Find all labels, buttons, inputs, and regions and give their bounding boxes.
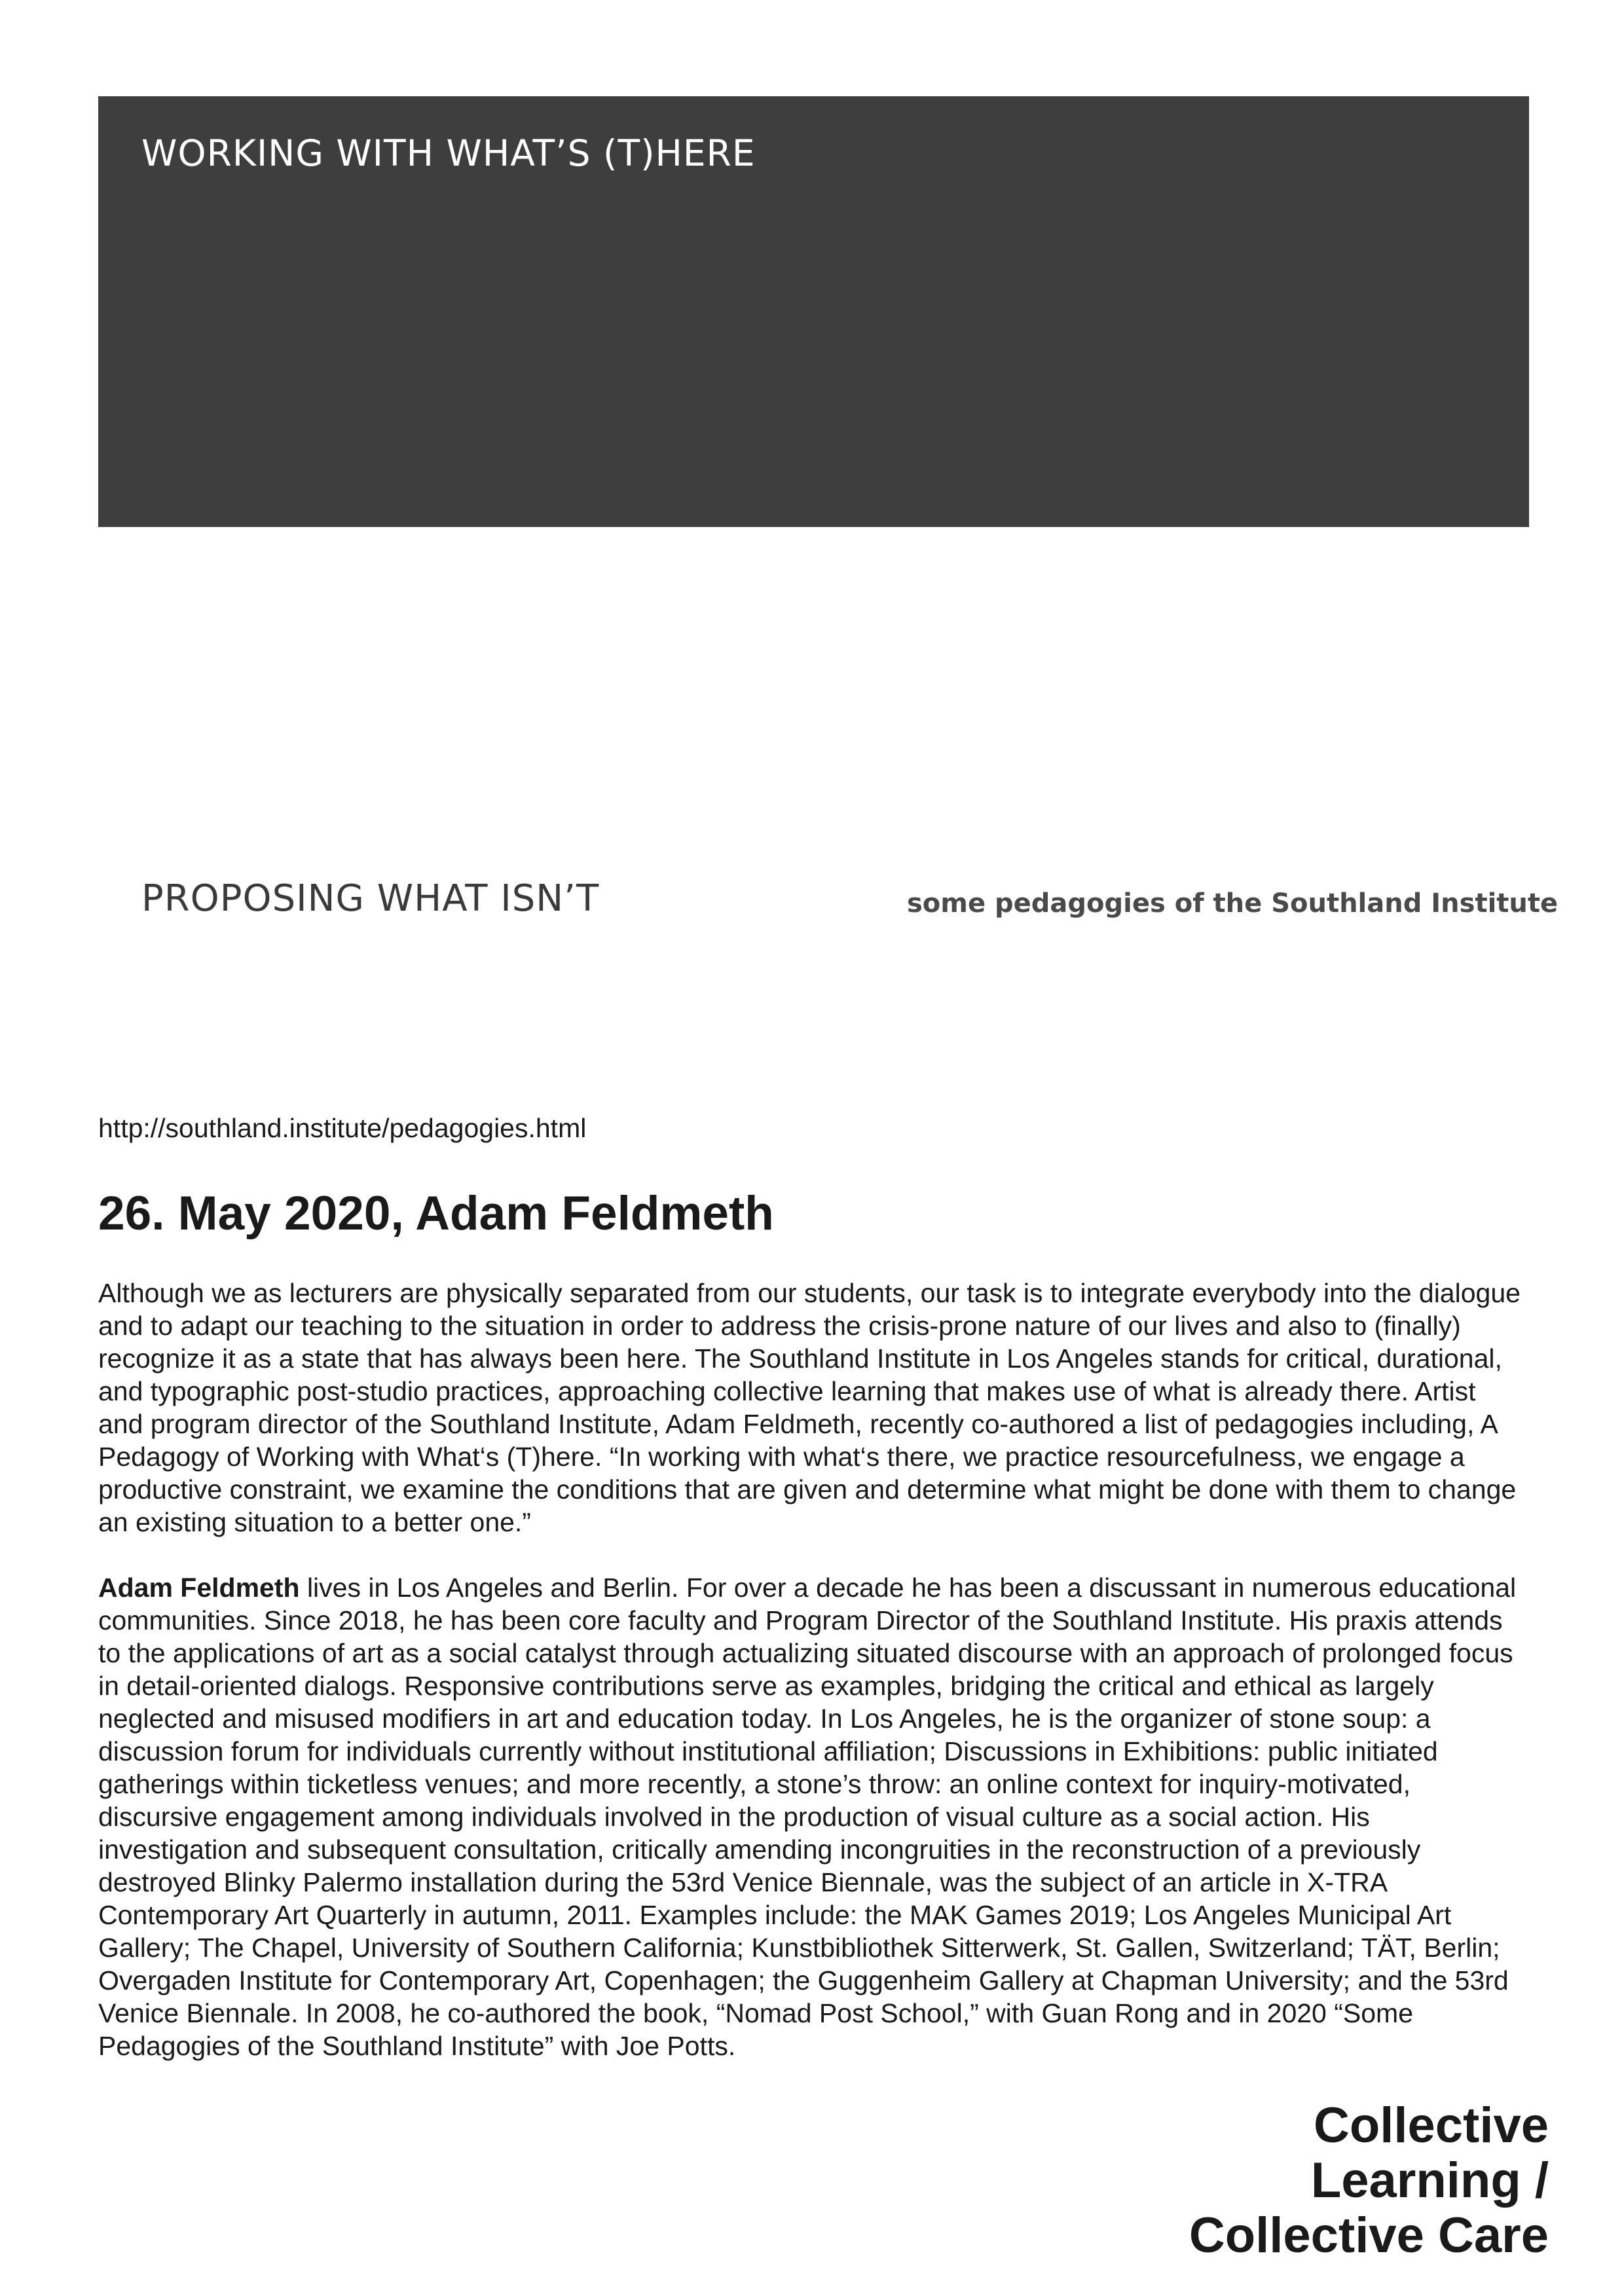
series-title-line-3: Collective Care <box>1189 2208 1549 2263</box>
series-title-line-1: Collective <box>1313 2098 1549 2153</box>
subtitle-proposing: PROPOSING WHAT ISN’T <box>141 877 600 920</box>
article-paragraph-intro: Although we as lecturers are physically separated from our students, our task is to integrate everybody into the dialogue and to adapt our teaching to the situation in order to address the crisis-prone nature of our lives and also to (finally) recognize it as a state that has always been here. The Southland Institute in Los Angeles stands for critical, durational, and typographic post-studio practices, approaching collective learning that makes use of what is already there. Artist and program director of the Southland Institute, Adam Feldmeth, recently co-authored a list of pedagogies including, A Pedagogy of Working with What‘s (T)here. “In working with what‘s there, we practice resourcefulness, we engage a productive constraint, we examine the conditions that are given and determine what might be done with them to change an existing situation to a better one.” <box>98 1278 1521 1537</box>
article-paragraph-bio <box>98 1571 1526 2062</box>
series-title-line-2: Learning / <box>1310 2153 1549 2208</box>
bio-name: Adam Feldmeth <box>98 1573 300 1603</box>
subtitle-pedagogies: some pedagogies of the Southland Institute <box>907 888 1559 919</box>
bio-text: lives in Los Angeles and Berlin. For over a decade he has been a discussant in numerous educational communities. Since 2018, he has been core faculty and Program Director of the Southland Institute. His praxis attends to the applications of art as a social catalyst through actualizing situated discourse with an approach of prolonged focus in detail-oriented dialogs. Responsive contributions serve as examples, bridging the critical and ethical as largely neglected and misused modifiers in art and education today. In Los Angeles, he is the organizer of stone soup: a discussion forum for individuals currently without institutional affiliation; Discussions in Exhibitions: public initiated gatherings within ticketless venues; and more recently, a stone’s throw: an online context for inquiry-motivated, discursive engagement among individuals involved in the production of visual culture as a social action. His investigation and subsequent consultation, critically amending incongruities in the reconstruction of a previously destroyed Blinky Palermo installation during the 53rd Venice Biennale, was the subject of an article in X-TRA Contemporary Art Quarterly in autumn, 2011. Examples include: the MAK Games 2019; Los Angeles Municipal Art Gallery; The Chapel, University of Southern California; Kunstbibliothek Sitterwerk, St. Gallen, Switzerland; TÄT, Berlin; Overgaden Institute for Contemporary Art, Copenhagen; the Guggenheim Gallery at Chapman University; and the 53rd Venice Biennale. In 2008, he co-authored the book, “Nomad Post School,” with Guan Rong and in 2020 “Some Pedagogies of the Southland Institute” with Joe Potts. <box>98 1573 1517 2061</box>
series-title <box>1189 2098 1549 2263</box>
article-heading: 26. May 2020, Adam Feldmeth <box>98 1187 774 1240</box>
header-banner <box>98 96 1529 527</box>
header-title: WORKING WITH WHAT’S (T)HERE <box>141 132 756 174</box>
source-url-link[interactable]: http://southland.institute/pedagogies.html <box>98 1113 587 1143</box>
